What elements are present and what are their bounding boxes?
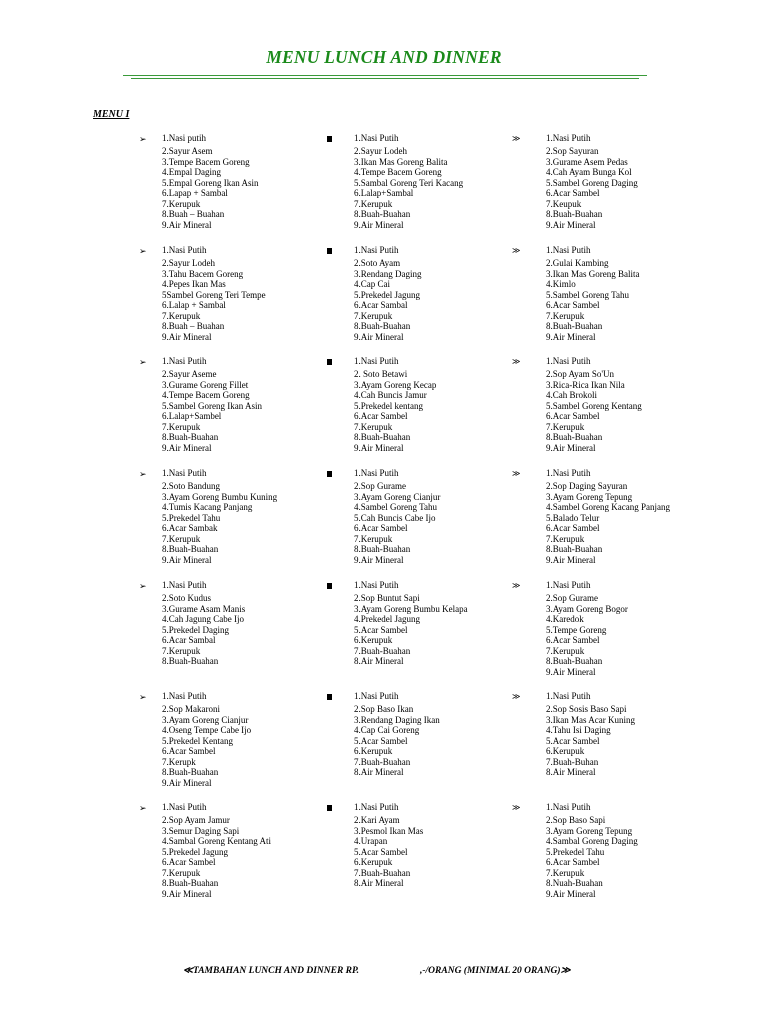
menu-item: 2.Soto Ayam (354, 258, 401, 268)
menu-item: 2.Sop Baso Sapi (546, 815, 606, 825)
menu-item: 8.Buah-Buahan (546, 209, 603, 219)
double-chevron-bullet-icon: ≫ (512, 134, 520, 143)
menu-item: 2.Sop Sosis Baso Sapi (546, 704, 627, 714)
menu-item: 5.Prekedel Tahu (546, 846, 605, 857)
menu-item: 7.Kerupuk (354, 533, 393, 544)
menu-item: 5.Prekedel Daging (162, 624, 229, 635)
menu-item: 8.Buah-Buahan (546, 432, 603, 442)
menu-item: 8.Buah-Buahan (546, 656, 603, 666)
menu-block (546, 468, 670, 565)
menu-item: 5.Sambal Goreng Teri Kacang (354, 177, 464, 188)
menu-item: 6.Lalap + Sambal (162, 300, 226, 310)
menu-item: 4.Prekedel Jagung (354, 614, 420, 624)
menu-item: 9.Air Mineral (162, 219, 212, 230)
menu-item: 3.Ayam Goreng Bogor (546, 603, 628, 614)
menu-item: 9.Air Mineral (162, 777, 212, 788)
menu-item: 6.Acar Sambel (354, 523, 408, 533)
menu-item: 3.Ayam Goreng Bumbu Kelapa (354, 603, 468, 614)
menu-block (354, 356, 436, 453)
menu-item: 2.Sop Ayam Jamur (162, 815, 230, 825)
menu-item: 6.Kerupuk (354, 635, 393, 645)
menu-block (354, 133, 463, 230)
menu-item: 5.Sambel Goreng Tahu (546, 289, 629, 300)
menu-item: 6.Acar Sambal (354, 300, 408, 310)
menu-item: 7.Kerupuk (162, 310, 201, 321)
menu-item: 3.Ayam Goreng Tepung (546, 825, 633, 836)
menu-item: 3.Ayam Goreng Tepung (546, 491, 633, 502)
menu-item: 8.Buah-Buahan (162, 544, 219, 554)
menu-block (162, 245, 266, 342)
menu-item: 2.Sop Gurame (546, 593, 598, 603)
menu-item: 9.Air Mineral (546, 219, 596, 230)
menu-item: 6.Acar Sambel (162, 746, 216, 756)
menu-item-first: 1.Nasi Putih (162, 468, 207, 478)
menu-item-first: 1.Nasi putih (162, 133, 206, 143)
menu-item: 7.Kerupuk (354, 198, 393, 209)
menu-item: 8.Buah-Buahan (162, 432, 219, 442)
menu-item: 7.Kerupuk (354, 421, 393, 432)
menu-item: 4.Empal Daging (162, 167, 221, 177)
menu-item: 7.Kerupuk (162, 533, 201, 544)
menu-item: 5Sambel Goreng Teri Tempe (162, 289, 266, 300)
menu-item: 2.Sop Buntut Sapi (354, 593, 420, 603)
menu-item: 2.Sayur Lodeh (162, 258, 215, 268)
menu-item: 6.Acar Sambel (546, 523, 600, 533)
menu-item-first: 1.Nasi Putih (546, 356, 591, 366)
menu-item: 6.Acar Sambel (354, 411, 408, 421)
menu-item: 3.Ikan Mas Acar Kuning (546, 714, 635, 725)
menu-item: 3.Gurame Goreng Fillet (162, 379, 249, 390)
menu-item-first: 1.Nasi Putih (354, 133, 399, 143)
menu-item: 6.Kerupuk (354, 857, 393, 867)
menu-item: 5.Balado Telur (546, 512, 600, 523)
menu-item: 5.Cah Buncis Cabe Ijo (354, 512, 436, 523)
menu-item: 4.Cah Buncis Jamur (354, 390, 427, 400)
menu-item: 5.Sambel Goreng Kentang (546, 400, 642, 411)
menu-item: 4.Cah Jagung Cabe Ijo (162, 614, 244, 624)
menu-item: 2.Sop Sayuran (546, 146, 599, 156)
menu-item: 2.Soto Kudus (162, 593, 212, 603)
menu-item: 4.Cap Cai Goreng (354, 725, 420, 735)
menu-item: 5.Prekedel Jagung (162, 846, 228, 857)
double-chevron-bullet-icon: ≫ (512, 692, 520, 701)
menu-item: 7.Kerupuk (354, 310, 393, 321)
menu-item: 3.Ayam Goreng Cianjur (162, 714, 249, 725)
menu-item: 4.Sambal Goreng Daging (546, 836, 638, 846)
menu-item: 8.Air Mineral (354, 878, 404, 888)
menu-item: 8.Buah-Buahan (162, 878, 219, 888)
menu-item: 2.Sop Baso Ikan (354, 704, 414, 714)
menu-item-first: 1.Nasi Putih (162, 802, 207, 812)
menu-item: 9.Air Mineral (546, 331, 596, 342)
menu-item: 4.Urapan (354, 836, 388, 846)
menu-item: 7.Kerupuk (546, 645, 585, 656)
menu-item: 7.Kerupk (162, 756, 196, 767)
menu-item: 2.Sop Ayam So'Un (546, 369, 615, 379)
menu-item: 6.Acar Sambel (546, 411, 600, 421)
menu-item: 7.Kerupuk (546, 533, 585, 544)
double-chevron-bullet-icon: ≫ (512, 357, 520, 366)
menu-item: 2.Sop Makaroni (162, 704, 220, 714)
menu-item: 7.Kerupuk (162, 198, 201, 209)
menu-item: 5.Acar Sambel (354, 846, 408, 857)
menu-block (354, 802, 423, 889)
menu-block (546, 356, 642, 453)
menu-block (162, 691, 251, 788)
footer-right: ,-/ORANG (MINIMAL 20 ORANG)≫ (420, 966, 571, 976)
menu-item: 9.Air Mineral (354, 442, 404, 453)
arrow-bullet-icon: ➢ (139, 803, 147, 813)
menu-item: 3.Ayam Goreng Bumbu Kuning (162, 491, 278, 502)
square-bullet-icon (327, 805, 332, 811)
menu-item: 8.Buah-Buahan (354, 321, 411, 331)
menu-item: 3.Pesmol Ikan Mas (354, 825, 424, 836)
menu-item: 9.Air Mineral (162, 888, 212, 899)
menu-item: 8.Buah-Buahan (354, 432, 411, 442)
menu-item: 4.Karedok (546, 614, 584, 624)
menu-item: 7.Keupuk (546, 198, 582, 209)
menu-item: 4.Pepes Ikan Mas (162, 279, 226, 289)
menu-block (354, 468, 440, 565)
title-underline (123, 75, 647, 76)
menu-item: 7.Kerupuk (546, 867, 585, 878)
menu-item: 2. Soto Betawi (354, 369, 408, 379)
menu-item-first: 1.Nasi Putih (354, 580, 399, 590)
menu-block (354, 580, 468, 667)
menu-item: 5.Prekedel Tahu (162, 512, 221, 523)
menu-item: 4.Cap Cai (354, 279, 390, 289)
menu-item: 5.Empal Goreng Ikan Asin (162, 177, 259, 188)
arrow-bullet-icon: ➢ (139, 134, 147, 144)
menu-item: 3.Tahu Bacem Goreng (162, 268, 244, 279)
menu-item: 4.Oseng Tempe Cabe Ijo (162, 725, 252, 735)
menu-block (162, 133, 258, 230)
square-bullet-icon (327, 248, 332, 254)
menu-item: 7.Kerupuk (162, 645, 201, 656)
menu-item-first: 1.Nasi Putih (354, 468, 399, 478)
menu-item: 5.Acar Sambel (546, 735, 600, 746)
menu-item: 6.Acar Sambak (162, 523, 218, 533)
menu-item: 5.Prekedel kentang (354, 400, 423, 411)
menu-item: 8.Buah – Buahan (162, 209, 225, 219)
menu-item: 3.Rica-Rica Ikan Nila (546, 379, 625, 390)
menu-item: 5.Sambel Goreng Ikan Asin (162, 400, 262, 411)
square-bullet-icon (327, 694, 332, 700)
menu-item: 5.Prekedel Kentang (162, 735, 233, 746)
menu-item: 4.Sambel Goreng Tahu (354, 502, 437, 512)
menu-item: 9.Air Mineral (546, 554, 596, 565)
menu-item: 3.Ikan Mas Goreng Balita (546, 268, 640, 279)
menu-item: 2.Sayur Aseme (162, 369, 217, 379)
arrow-bullet-icon: ➢ (139, 357, 147, 367)
double-chevron-bullet-icon: ≫ (512, 469, 520, 478)
menu-item: 7.Buah-Buahan (354, 645, 411, 656)
menu-item: 9.Air Mineral (354, 331, 404, 342)
menu-item: 9.Air Mineral (162, 554, 212, 565)
menu-item: 3.Ayam Goreng Cianjur (354, 491, 441, 502)
menu-item: 9.Air Mineral (162, 442, 212, 453)
menu-item: 6.Acar Sambel (546, 857, 600, 867)
menu-item: 3.Gurame Asam Manis (162, 603, 246, 614)
menu-item-first: 1.Nasi Putih (546, 468, 591, 478)
double-chevron-bullet-icon: ≫ (512, 581, 520, 590)
menu-item: 8.Buah-Buahan (546, 321, 603, 331)
menu-item: 5.Prekedel Jagung (354, 289, 420, 300)
menu-item-first: 1.Nasi Putih (546, 691, 591, 701)
menu-item: 5.Sambel Goreng Daging (546, 177, 638, 188)
menu-item: 8.Buah – Buahan (162, 321, 225, 331)
menu-item-first: 1.Nasi Putih (546, 245, 591, 255)
menu-item-first: 1.Nasi Putih (546, 133, 591, 143)
menu-block (546, 802, 638, 899)
menu-item-first: 1.Nasi Putih (354, 245, 399, 255)
double-chevron-bullet-icon: ≫ (512, 246, 520, 255)
menu-item: 4.Cah Ayam Bunga Kol (546, 167, 632, 177)
menu-item: 3.Rendang Daging Ikan (354, 714, 440, 725)
menu-item: 9.Air Mineral (162, 331, 212, 342)
menu-item: 6.Kerupuk (354, 746, 393, 756)
menu-item-first: 1.Nasi Putih (162, 245, 207, 255)
menu-item: 2.Kari Ayam (354, 815, 400, 825)
menu-item: 6.Lalap+Sambel (162, 411, 222, 421)
double-chevron-bullet-icon: ≫ (512, 803, 520, 812)
square-bullet-icon (327, 471, 332, 477)
arrow-bullet-icon: ➢ (139, 246, 147, 256)
menu-block (354, 245, 422, 342)
menu-item: 6.Acar Sambel (546, 635, 600, 645)
menu-item-first: 1.Nasi Putih (546, 580, 591, 590)
menu-item: 7.Kerupuk (546, 421, 585, 432)
menu-item: 4.Tempe Bacem Goreng (354, 167, 442, 177)
menu-item: 4.Sambel Goreng Kacang Panjang (546, 502, 670, 512)
menu-block (162, 802, 271, 899)
menu-item: 6.Acar Sambel (546, 300, 600, 310)
menu-item: 2.Sayur Lodeh (354, 146, 407, 156)
menu-item: 7.Kerupuk (162, 867, 201, 878)
menu-block (546, 133, 638, 230)
menu-item: 7.Buah-Buhan (546, 756, 599, 767)
menu-item: 4.Tahu Isi Daging (546, 725, 611, 735)
menu-item: 7.Buah-Buahan (354, 756, 411, 767)
menu-block (162, 468, 277, 565)
menu-item: 4.Tumis Kacang Panjang (162, 502, 253, 512)
menu-item: 4.Sambal Goreng Kentang Ati (162, 836, 271, 846)
menu-item-first: 1.Nasi Putih (354, 691, 399, 701)
menu-item: 6.Acar Sambal (162, 635, 216, 645)
menu-item: 3.Tempe Bacem Goreng (162, 156, 250, 167)
menu-item: 5.Acar Sambel (354, 735, 408, 746)
title-underline-thin (131, 78, 639, 79)
menu-item: 9.Air Mineral (546, 888, 596, 899)
menu-item: 2.Sayur Asem (162, 146, 213, 156)
menu-item: 2.Gulai Kambing (546, 258, 609, 268)
menu-item: 3.Rendang Daging (354, 268, 422, 279)
menu-item: 8.Buah-Buahan (162, 656, 219, 666)
menu-block (546, 580, 628, 677)
square-bullet-icon (327, 136, 332, 142)
menu-item: 8.Buah-Buahan (546, 544, 603, 554)
square-bullet-icon (327, 359, 332, 365)
menu-block (546, 245, 639, 342)
menu-item: 6.Lapap + Sambal (162, 188, 228, 198)
menu-item: 2.Soto Bandung (162, 481, 221, 491)
menu-item: 6.Lalap+Sambal (354, 188, 414, 198)
menu-item-first: 1.Nasi Putih (546, 802, 591, 812)
footer-note (183, 965, 571, 976)
arrow-bullet-icon: ➢ (139, 692, 147, 702)
arrow-bullet-icon: ➢ (139, 581, 147, 591)
menu-item: 8.Air Mineral (546, 767, 596, 777)
menu-item-first: 1.Nasi Putih (162, 691, 207, 701)
menu-item: 4.Cah Brokoli (546, 390, 597, 400)
menu-item: 7.Kerupuk (162, 421, 201, 432)
menu-section-label: MENU I (93, 109, 130, 120)
menu-item: 6.Acar Sambel (162, 857, 216, 867)
page-title: MENU LUNCH AND DINNER (266, 47, 502, 67)
menu-item-first: 1.Nasi Putih (354, 356, 399, 366)
menu-item: 5.Acar Sambel (354, 624, 408, 635)
menu-item: 4.Tempe Bacem Goreng (162, 390, 250, 400)
menu-item: 6.Acar Sambel (546, 188, 600, 198)
menu-item: 8.Air Mineral (354, 767, 404, 777)
menu-block (162, 580, 245, 667)
menu-item: 6.Kerupuk (546, 746, 585, 756)
menu-item: 8.Air Mineral (354, 656, 404, 666)
menu-item: 9.Air Mineral (546, 666, 596, 677)
menu-item: 7.Kerupuk (546, 310, 585, 321)
menu-item: 3.Ikan Mas Goreng Balita (354, 156, 448, 167)
menu-item: 3.Gurame Asem Pedas (546, 156, 628, 167)
menu-item: 8.Buah-Buahan (162, 767, 219, 777)
menu-block (546, 691, 635, 778)
menu-item: 7.Buah-Buahan (354, 867, 411, 878)
arrow-bullet-icon: ➢ (139, 469, 147, 479)
menu-item: 3.Ayam Goreng Kecap (354, 379, 437, 390)
menu-block (162, 356, 262, 453)
menu-item: 8.Buah-Buahan (354, 209, 411, 219)
menu-item: 9.Air Mineral (354, 219, 404, 230)
menu-item: 9.Air Mineral (354, 554, 404, 565)
menu-item-first: 1.Nasi Putih (354, 802, 399, 812)
footer-left: ≪TAMBAHAN LUNCH AND DINNER RP. (183, 966, 359, 976)
menu-item: 5.Tempe Goreng (546, 624, 607, 635)
menu-item: 2.Sop Gurame (354, 481, 406, 491)
menu-item: 9.Air Mineral (546, 442, 596, 453)
menu-item-first: 1.Nasi Putih (162, 580, 207, 590)
menu-item: 2.Sop Daging Sayuran (546, 481, 628, 491)
menu-block (354, 691, 440, 778)
menu-item: 8.Buah-Buahan (354, 544, 411, 554)
menu-item: 8.Nuah-Buahan (546, 878, 603, 888)
menu-item: 3.Semur Daging Sapi (162, 825, 240, 836)
menu-item: 4.Kimlo (546, 279, 576, 289)
menu-item-first: 1.Nasi Putih (162, 356, 207, 366)
square-bullet-icon (327, 583, 332, 589)
